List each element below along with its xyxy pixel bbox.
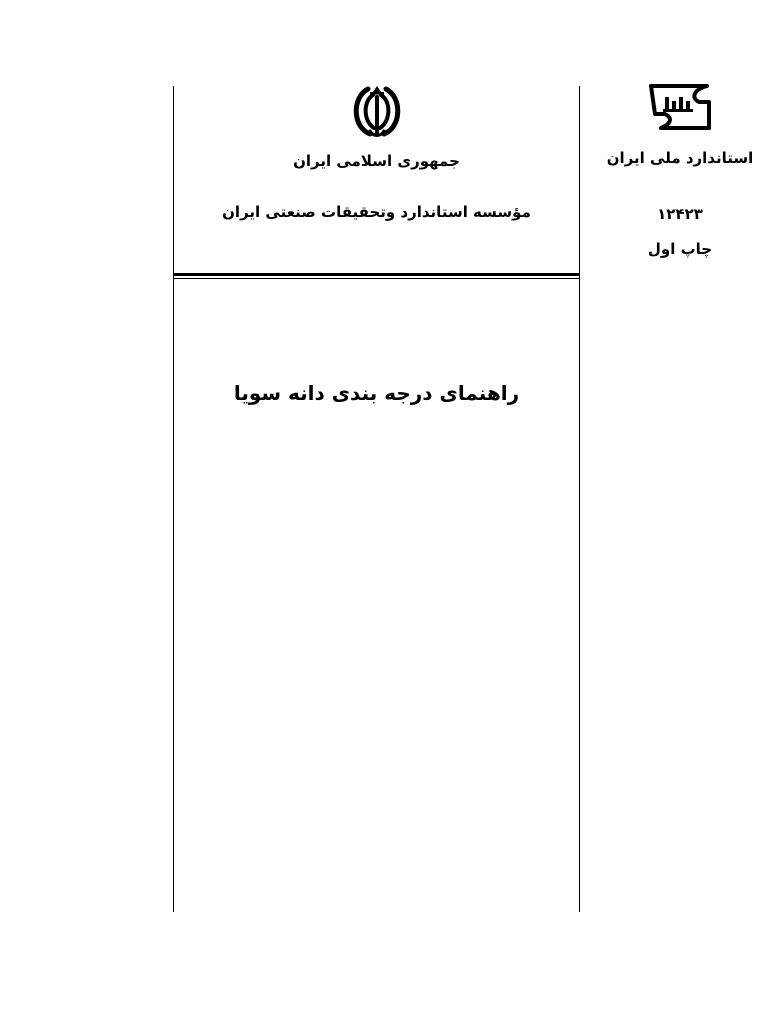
- header-divider-thin: [174, 278, 579, 279]
- institute-name: مؤسسه استاندارد وتحقیقات صنعتی ایران: [222, 203, 531, 221]
- standard-number: ۱۲۴۲۳: [657, 205, 703, 223]
- edition-label: چاپ اول: [647, 240, 713, 258]
- document-title: راهنمای درجه بندی دانه سویا: [233, 381, 520, 405]
- country-name: جمهوری اسلامی ایران: [293, 152, 460, 170]
- right-border-line: [579, 86, 580, 912]
- isiri-logo: [647, 80, 715, 134]
- iran-emblem-icon: [346, 83, 408, 139]
- national-standard-label: استاندارد ملی ایران: [606, 149, 754, 167]
- header-divider-thick: [174, 273, 579, 276]
